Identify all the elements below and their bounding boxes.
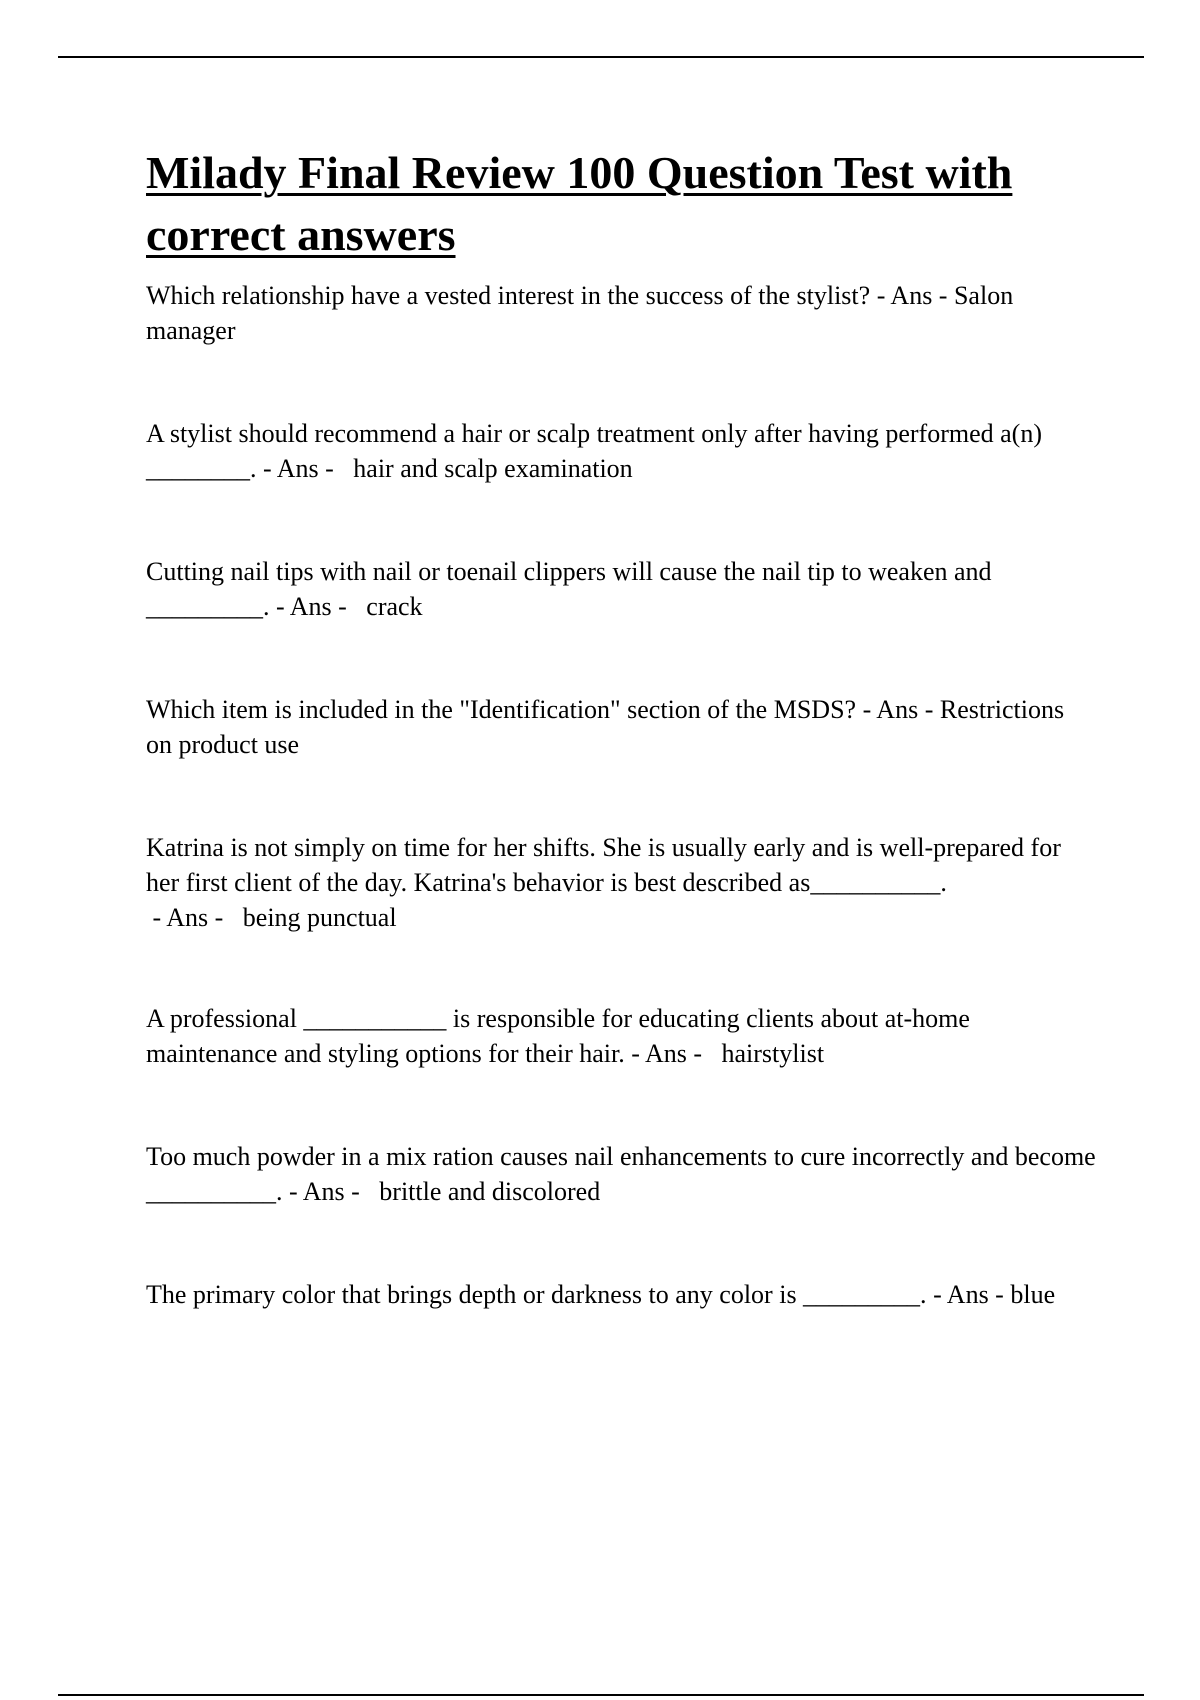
- qa-item-3: [146, 554, 1096, 692]
- top-rule: [58, 56, 1144, 58]
- answer-text: brittle and discolored: [379, 1177, 601, 1206]
- answer-separator: - Ans -: [856, 695, 940, 724]
- answer-text: blue: [1010, 1280, 1056, 1309]
- question-text: The primary color that brings depth or darkness to any color is _________.: [146, 1280, 927, 1309]
- question-text: Which item is included in the "Identification" section of the MSDS?: [146, 695, 857, 724]
- answer-text: crack: [366, 592, 423, 621]
- answer-text: Salon manager: [146, 281, 1014, 345]
- qa-item-1: [146, 278, 1096, 416]
- question-text: A professional ___________ is responsible for educating clients about at-home maintenance and styling options for their hair.: [146, 1004, 970, 1068]
- answer-text: hairstylist: [721, 1039, 825, 1068]
- qa-item-7: [146, 1139, 1096, 1277]
- answer-separator: - Ans -: [624, 1039, 722, 1068]
- qa-item-5: [146, 830, 1096, 1001]
- answer-separator: - Ans -: [146, 903, 243, 932]
- answer-separator: - Ans -: [926, 1280, 1011, 1309]
- answer-text: being punctual: [242, 903, 397, 932]
- qa-list: [146, 278, 1096, 1415]
- qa-item-2: [146, 416, 1096, 554]
- answer-text: Restrictions on product use: [146, 695, 1065, 759]
- question-text: Too much powder in a mix ration causes nail enhancements to cure incorrectly and become __________.: [146, 1142, 1096, 1206]
- qa-item-6: [146, 1001, 1096, 1139]
- answer-separator: - Ans -: [282, 1177, 380, 1206]
- qa-item-4: [146, 692, 1096, 830]
- answer-separator: - Ans -: [256, 454, 354, 483]
- answer-separator: - Ans -: [269, 592, 367, 621]
- question-text: Which relationship have a vested interest in the success of the stylist?: [146, 281, 871, 310]
- answer-text: hair and scalp examination: [353, 454, 633, 483]
- qa-item-8: [146, 1277, 1096, 1415]
- question-text: Katrina is not simply on time for her shifts. She is usually early and is well-prepared for her first client of the day. Katrina's behavior is best described as__________.: [146, 833, 1061, 897]
- bottom-rule: [58, 1694, 1144, 1696]
- answer-separator: - Ans -: [870, 281, 954, 310]
- document-title: Milady Final Review 100 Question Test with correct answers: [146, 147, 1013, 260]
- question-text: A stylist should recommend a hair or scalp treatment only after having performed a(n) ________.: [146, 419, 1042, 483]
- question-text: Cutting nail tips with nail or toenail clippers will cause the nail tip to weaken and _________.: [146, 557, 992, 621]
